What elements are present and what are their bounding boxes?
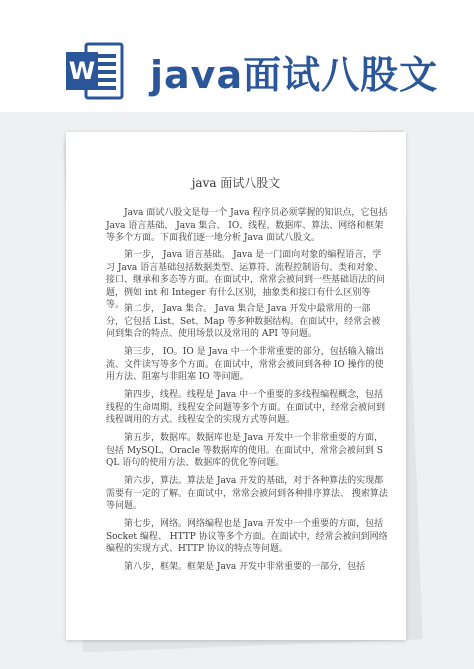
document-title: java 面试八股文 — [191, 176, 281, 190]
paragraph-step-4: 第四步，线程。线程是 Java 中一个重要的多线程编程概念，包括线程的生命周期、线程安全问题等多个方面。在面试中，经常会被问到线程调用的方式、线程安全的实现方式等问题。 — [106, 390, 386, 425]
paragraph-step-1: 第一步， Java 语言基础。 Java 是一门面向对象的编程语言，学习 Java 语言基础包括数据类型、运算符、流程控制语句、类和对象、接口、继承和多态等方面。在面试中，常常会被问到一些基础语法的问题，例如 int 和 Integer 有什么区别，抽象类和接口有什么区别等等。 — [106, 250, 386, 310]
paragraph-step-8: 第八步，框架。框架是 Java 开发中非常重要的一部分，包括 — [124, 562, 366, 572]
document-page — [66, 132, 406, 640]
paragraph-step-2: 第二步， Java 集合。 Java 集合是 Java 开发中最常用的一部分，它包括 List、Set、Map 等多种数据结构。在面试中，经常会被问到集合的特点、使用场景以及常用的 API 等问题。 — [106, 304, 381, 339]
paragraph-step-6: 第六步，算法。算法是 Java 开发的基础，对于各种算法的实现都需要有一定的了解。在面试中，常常会被问到各种排序算法、 搜索算法等问题。 — [106, 476, 388, 511]
word-logo-letter: W — [68, 57, 96, 85]
paragraph-step-5: 第五步，数据库。数据库也是 Java 开发中一个非常重要的方面，包括 MySQL、Oracle 等数据库的使用。在面试中，常常会被问到 SQL 语句的使用方法、数据库的优化等问题。 — [106, 433, 384, 468]
word-document-icon — [64, 40, 126, 102]
paragraph-step-7: 第七步，网络。网络编程也是 Java 开发中一个重要的方面，包括 Socket 编程、 HTTP 协议等多个方面。在面试中，经常会被问到网络编程的实现方式、HTTP 协议的特点等问题。 — [106, 519, 388, 554]
paragraph-step-3: 第三步， IO。IO 是 Java 中一个非常重要的部分，包括输入输出流、文件读写等多个方面。在面试中，常常会被问到各种 IO 操作的使用方法、阻塞与非阻塞 IO 等问题。 — [106, 347, 384, 382]
banner-title: java面试八股文 — [150, 53, 439, 97]
header-banner — [0, 0, 474, 112]
paragraph-intro: Java 面试八股文是每一个 Java 程序员必须掌握的知识点，它包括 Java 语言基础、 Java 集合、 IO、线程、数据库、算法、网络和框架等多个方面。下面我们逐一地分析 Java 面试八股文。 — [106, 208, 388, 243]
